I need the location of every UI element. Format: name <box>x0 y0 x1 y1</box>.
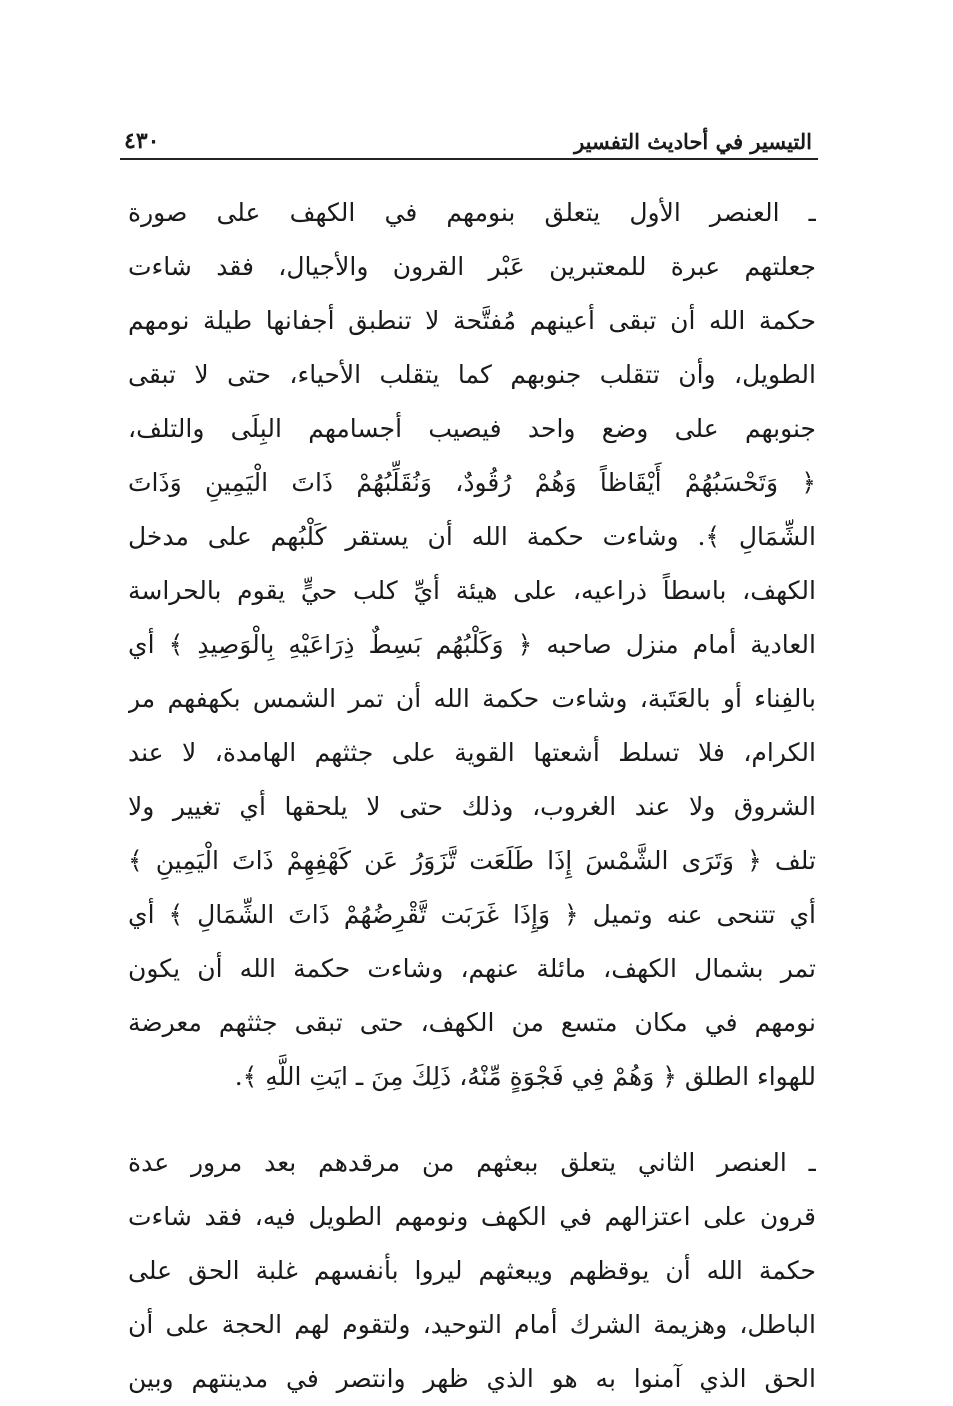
paragraph-second-element <box>128 1136 816 1406</box>
text-line: ـ العنصر الثاني يتعلق ببعثهم من مرقدهم بعد مرور عدة <box>128 1148 816 1177</box>
text-line: الشِّمَالِ ﴾. وشاءت حكمة الله أن يستقر كَلْبُهم على مدخل <box>128 522 816 551</box>
text-line: حكمة الله أن تبقى أعينهم مُفتَّحة لا تنطبق أجفانها طيلة نومهم <box>128 306 816 335</box>
quran-verse-line: تلف ﴿ وَتَرَى الشَّمْسَ إِذَا طَلَعَت تَّزَوَرُ عَن كَهْفِهِمْ ذَاتَ الْيَمِينِ ﴾ <box>128 846 816 875</box>
text-line: العادية أمام منزل صاحبه ﴿ وَكَلْبُهُم بَسِطٌ ذِرَاعَيْهِ بِالْوَصِيدِ ﴾ أي <box>128 630 816 659</box>
text-line: نومهم في مكان متسع من الكهف، حتى تبقى جثثهم معرضة <box>128 1008 816 1037</box>
text-line: حكمة الله أن يوقظهم ويبعثهم ليروا بأنفسهم غلبة الحق على <box>128 1256 816 1285</box>
running-header <box>120 122 818 160</box>
text-line: الشروق ولا عند الغروب، وذلك حتى لا يلحقها أي تغيير ولا <box>128 792 816 821</box>
paragraph-first-element <box>128 186 816 1104</box>
page-number: ٤٣٠ <box>124 128 160 154</box>
text-line: قرون على اعتزالهم في الكهف ونومهم الطويل فيه، فقد شاءت <box>128 1202 816 1231</box>
text-line: جعلتهم عبرة للمعتبرين عَبْر القرون والأجيال، فقد شاءت <box>128 252 816 281</box>
text-line: ـ العنصر الأول يتعلق بنومهم في الكهف على صورة <box>128 198 816 227</box>
text-line: الحق الذي آمنوا به هو الذي ظهر وانتصر في مدينتهم وبين <box>128 1364 816 1393</box>
text-line: الكهف، باسطاً ذراعيه، على هيئة أيِّ كلب حيٍّ يقوم بالحراسة <box>128 576 816 605</box>
text-line: تمر بشمال الكهف، مائلة عنهم، وشاءت حكمة الله أن يكون <box>128 954 816 983</box>
text-line: جنوبهم على وضع واحد فيصيب أجسامهم البِلَى والتلف، <box>128 414 816 443</box>
text-line: الباطل، وهزيمة الشرك أمام التوحيد، ولتقوم لهم الحجة على أن <box>128 1310 816 1339</box>
text-line: للهواء الطلق ﴿ وَهُمْ فِي فَجْوَةٍ مِّنْهُ، ذَلِكَ مِنَ ـ ايَتِ اللَّهِ ﴾. <box>234 1062 816 1091</box>
page-body <box>128 186 816 1393</box>
text-line: الكرام، فلا تسلط أشعتها القوية على جثثهم الهامدة، لا عند <box>128 738 816 767</box>
book-title: التيسير في أحاديث التفسير <box>574 129 812 154</box>
text-line: الطويل، وأن تتقلب جنوبهم كما يتقلب الأحياء، حتى لا تبقى <box>128 360 816 389</box>
text-line: أي تتنحى عنه وتميل ﴿ وَإِذَا غَرَبَت تَّقْرِضُهُمْ ذَاتَ الشِّمَالِ ﴾ أي <box>128 900 816 929</box>
text-line: بالفِناء أو بالعَتَبة، وشاءت حكمة الله أن تمر الشمس بكهفهم مر <box>128 684 816 713</box>
quran-verse-line: ﴿ وَتَحْسَبُهُمْ أَيْقَاظاً وَهُمْ رُقُودٌ، وَنُقَلِّبُهُمْ ذَاتَ الْيَمِينِ وَذَاتَ <box>128 468 816 497</box>
